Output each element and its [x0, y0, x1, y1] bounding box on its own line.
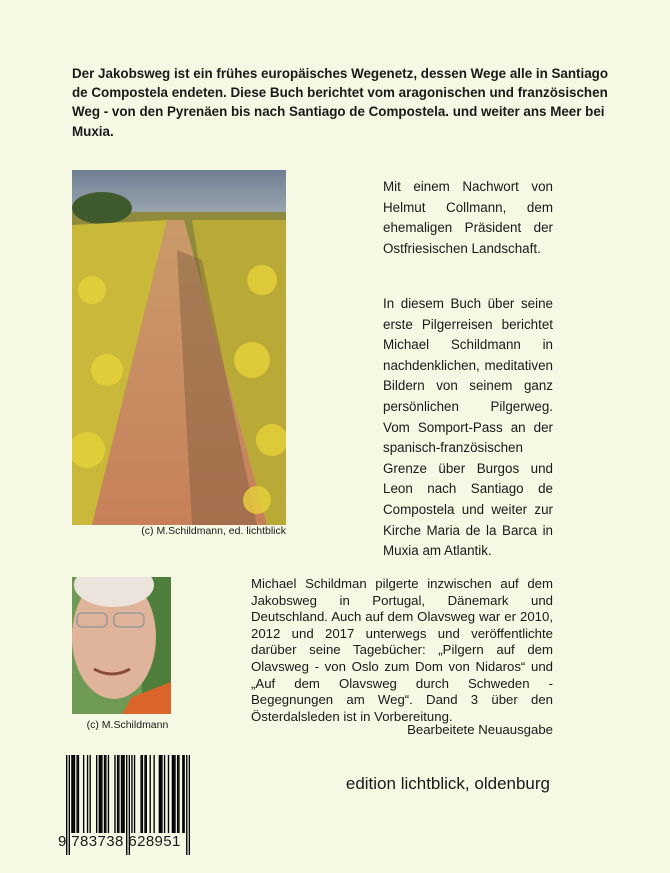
barcode-bar [71, 755, 72, 833]
barcode-bar [140, 755, 141, 833]
edition-note: Bearbeitete Neuausgabe [407, 722, 553, 737]
barcode-bar [178, 755, 179, 833]
barcode-bar [101, 755, 102, 833]
barcode-bar [74, 755, 75, 833]
intro-text: Der Jakobsweg ist ein frühes europäisches Wegenetz, dessen Wege alle in Santiago de Compostela endeten. Diese Buch berichtet vom aragonischen und französischen Weg - von den Pyrenäen bis nach Santiago de Compostela. und weiter ans Meer bei Muxia. [72, 66, 609, 139]
barcode-bar [161, 755, 162, 833]
barcode-bar [131, 755, 132, 833]
barcode-bar [104, 755, 105, 833]
barcode-bar [183, 755, 184, 833]
barcode-bar [153, 755, 154, 833]
author-bio: Michael Schildman pilgerte inzwischen auf dem Jakobsweg in Portugal, Dänemark und Deutschland. Auch auf dem Olavsweg war er 2010, 2012 und 2017 unterwegs und veröffentlichte darüber seine Tagebücher: „Pilgern auf dem Olavsweg - von Oslo zum Dom von Nidaros“ und „Auf dem Olavsweg durch Schweden - Begegnungen am Weg“. Dand 3 über den Österdalsleden ist in Vorbereitung. [251, 576, 553, 724]
barcode-bar [99, 755, 100, 833]
barcode-bar [89, 755, 90, 833]
barcode-bar [164, 755, 165, 833]
barcode-bar [87, 755, 88, 833]
barcode-bar [117, 755, 118, 833]
portrait-caption: (c) M.Schildmann [86, 719, 169, 731]
barcode-bar [78, 755, 79, 833]
barcode-bar [122, 755, 123, 833]
path-photo-caption: (c) M.Schildmann, ed. lichtblick [141, 525, 286, 537]
barcode-bar [177, 755, 178, 833]
camino-path-photo [72, 170, 286, 525]
barcode-bar [168, 755, 169, 833]
barcode-bar [172, 755, 173, 833]
barcode-bar [118, 755, 119, 833]
summary-text: In diesem Buch über seine erste Pilgerreisen berichtet Michael Schildmann in nachdenklichen, meditativen Bildern von seinem ganz persönlichen Pilgerweg. Vom Somport-Pass an der spanisch-französischen Grenze über Burgos und Leon nach Santiago de Compostela und weiter zur Kirche Maria de la Barca in Muxia am Atlantik. [383, 296, 553, 559]
barcode-bar [146, 755, 147, 833]
publisher-name: edition lichtblick, oldenburg [345, 774, 550, 793]
barcode-bar [150, 755, 151, 833]
barcode-bar [142, 755, 143, 833]
barcode-bar [174, 755, 175, 833]
barcode-bar [144, 755, 145, 833]
barcode-bar [114, 755, 115, 833]
barcode-bar [96, 755, 97, 833]
barcode-bar [182, 755, 183, 833]
afterword-text: Mit einem Nachwort von Helmut Collmann, dem ehemaligen Präsident der Ostfriesischen Landschaft. [383, 179, 553, 256]
barcode-bar [173, 755, 174, 833]
barcode-bar [76, 755, 77, 833]
author-portrait [72, 577, 171, 714]
barcode-bar [123, 755, 124, 833]
barcode-bar [105, 755, 106, 833]
isbn-number: 9 783738 628951 [58, 833, 181, 850]
barcode-bar [73, 755, 74, 833]
barcode-bar [160, 755, 161, 833]
barcode-bar [108, 755, 109, 833]
barcode-bar [159, 755, 160, 833]
barcode-bar [121, 755, 122, 833]
barcode-bar [134, 755, 135, 833]
barcode-bar [100, 755, 101, 833]
barcode-bar [83, 755, 84, 833]
